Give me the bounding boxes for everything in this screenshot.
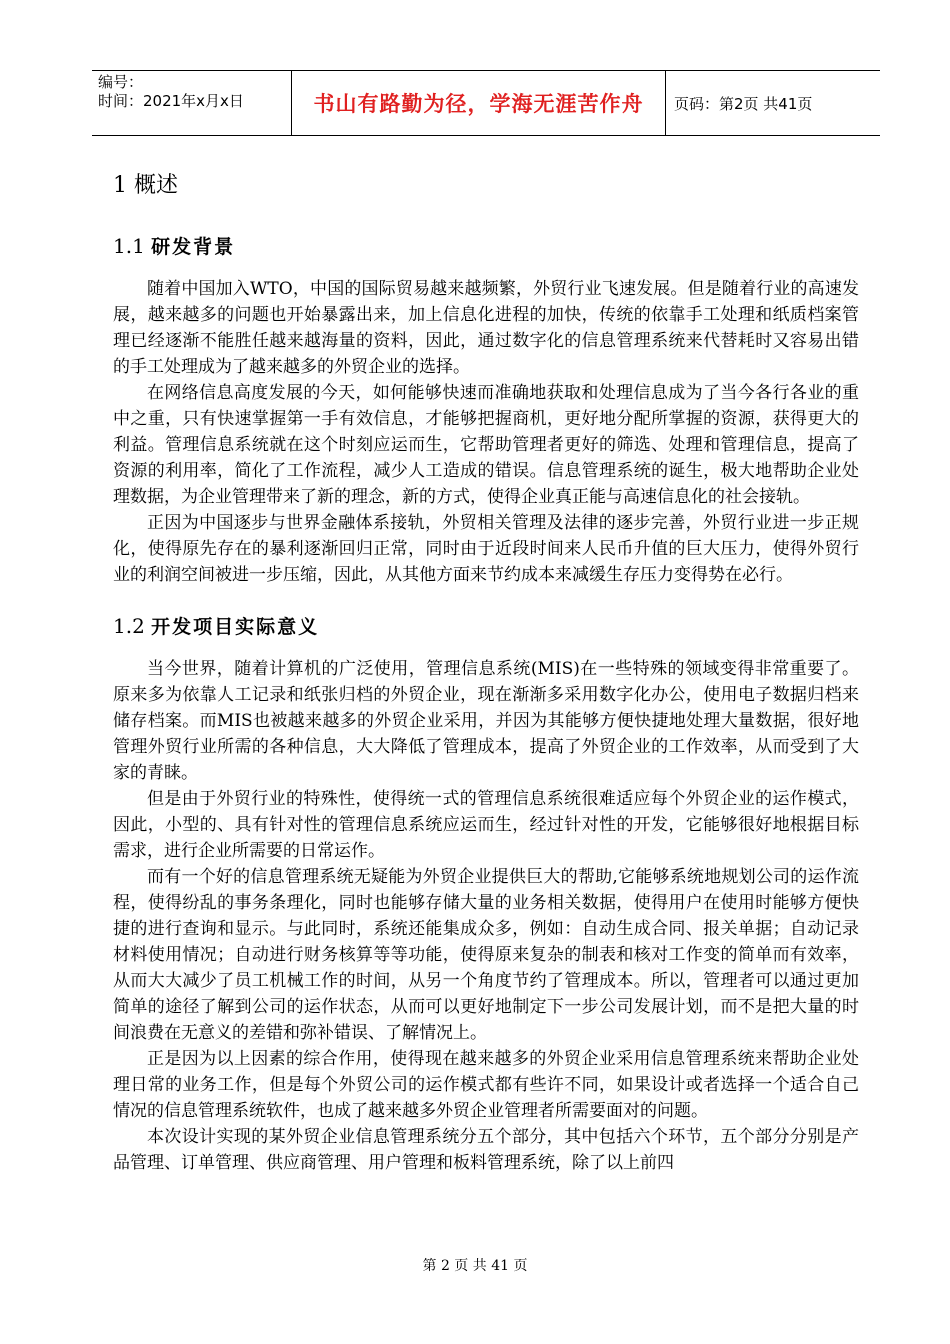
subsection-title: 研发背景 [151, 236, 236, 258]
paragraph: 本次设计实现的某外贸企业信息管理系统分五个部分，其中包括六个环节，五个部分分别是产品管理、订单管理、供应商管理、用户管理和板料管理系统，除了以上前四 [113, 1127, 859, 1173]
motto: 书山有路勤为径，学海无涯苦作舟 [292, 71, 666, 135]
paragraph: 随着中国加入WTO，中国的国际贸易越来越频繁，外贸行业飞速发展。但是随着行业的高速发展，越来越多的问题也开始暴露出来，加上信息化进程的加快，传统的依靠手工处理和纸质档案管理已经逐渐不能胜任越来越海量的资料，因此，通过数字化的信息管理系统来代替耗时又容易出错的手工处理成为了越来越多的外贸企业的选择。 [113, 279, 859, 377]
document-body [113, 168, 859, 1176]
subsection-number: 1.2 [113, 614, 152, 638]
time-label: 时间：2021年x月x日 [98, 92, 244, 110]
paragraph: 当今世界，随着计算机的广泛使用，管理信息系统(MIS)在一些特殊的领域变得非常重要了。原来多为依靠人工记录和纸张归档的外贸企业，现在渐渐多采用数字化办公，使用电子数据归档来储存档案。而MIS也被越来越多的外贸企业采用，并因为其能够方便快捷地处理大量数据，很好地管理外贸行业所需的各种信息，大大降低了管理成本，提高了外贸企业的工作效率，从而受到了大家的青睐。 [113, 659, 859, 783]
header-table [92, 70, 880, 136]
paragraph: 正因为中国逐步与世界金融体系接轨，外贸相关管理及法律的逐步完善，外贸行业进一步正规化，使得原先存在的暴利逐渐回归正常，同时由于近段时间来人民币升值的巨大压力，使得外贸行业的利润空间被进一步压缩，因此，从其他方面来节约成本来减缓生存压力变得势在必行。 [113, 513, 859, 585]
paragraph: 而有一个好的信息管理系统无疑能为外贸企业提供巨大的帮助,它能够系统地规划公司的运作流程，使得纷乱的事务条理化，同时也能够存储大量的业务相关数据，使得用户在使用时能够方便快捷的进行查询和显示。与此同时，系统还能集成众多，例如：自动生成合同、报关单据；自动记录材料使用情况；自动进行财务核算等等功能，使得原来复杂的制表和核对工作变的简单而有效率，从而大大减少了员工机械工作的时间，从另一个角度节约了管理成本。所以，管理者可以通过更加简单的途径了解到公司的运作状态，从而可以更好地制定下一步公司发展计划，而不是把大量的时间浪费在无意义的差错和弥补错误、了解情况上。 [113, 867, 859, 1043]
header-meta-cell [92, 71, 292, 135]
section-title: 1 概述 [113, 173, 178, 198]
paragraph: 正是因为以上因素的综合作用，使得现在越来越多的外贸企业采用信息管理系统来帮助企业处理日常的业务工作，但是每个外贸公司的运作模式都有些许不同，如果设计或者选择一个适合自己情况的信息管理系统软件，也成了越来越多外贸企业管理者所需要面对的问题。 [113, 1049, 859, 1121]
paragraph: 在网络信息高度发展的今天，如何能够快速而准确地获取和处理信息成为了当今各行各业的重中之重，只有快速掌握第一手有效信息，才能够把握商机，更好地分配所掌握的资源，获得更大的利益。管理信息系统就在这个时刻应运而生，它帮助管理者更好的筛选、处理和管理信息，提高了资源的利用率，简化了工作流程，减少人工造成的错误。信息管理系统的诞生，极大地帮助企业处理数据，为企业管理带来了新的理念，新的方式，使得企业真正能与高速信息化的社会接轨。 [113, 383, 859, 507]
paragraph: 但是由于外贸行业的特殊性，使得统一式的管理信息系统很难适应每个外贸企业的运作模式，因此，小型的、具有针对性的管理信息系统应运而生，经过针对性的开发，它能够很好地根据目标需求，进行企业所需要的日常运作。 [113, 789, 859, 861]
subsection-heading-1 [113, 230, 859, 262]
subsection-title: 开发项目实际意义 [151, 616, 320, 638]
subsection-number: 1.1 [113, 234, 152, 258]
page-footer: 第 2 页 共 41 页 [422, 1258, 528, 1274]
page-info: 页码：第2页 共41页 [674, 94, 813, 113]
subsection-heading-2 [113, 610, 859, 642]
number-label: 编号： [98, 73, 144, 91]
